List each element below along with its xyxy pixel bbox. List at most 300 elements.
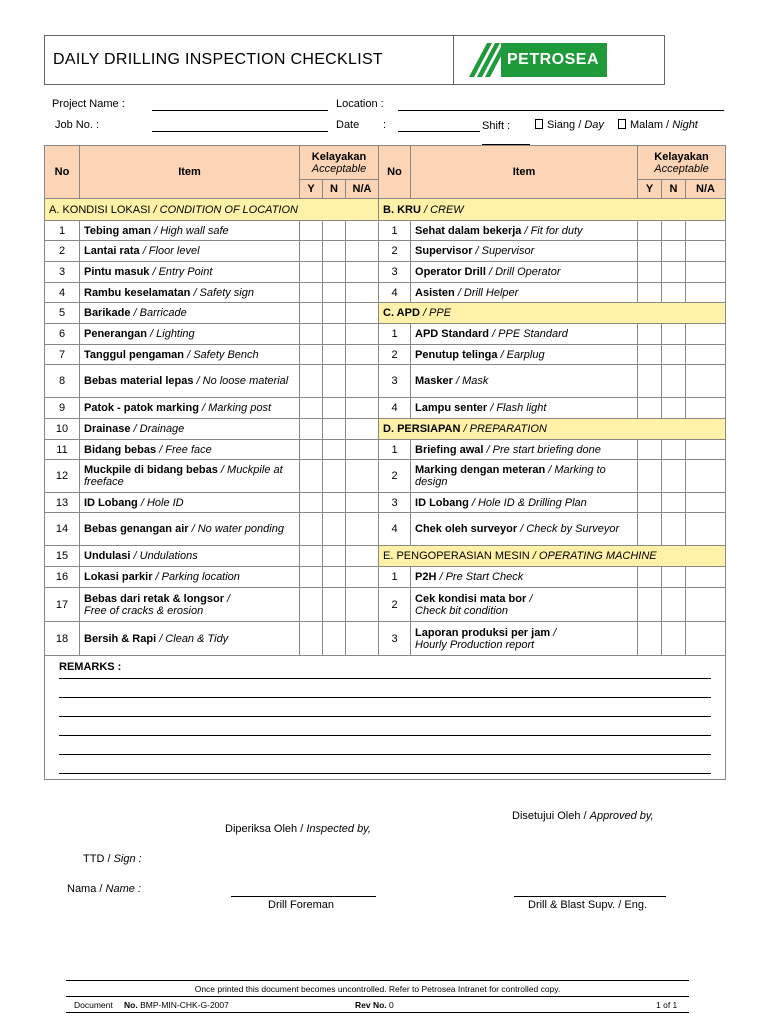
item-label-id: Patok - patok marking (84, 402, 199, 414)
check-n[interactable] (323, 398, 346, 419)
sign-label (83, 853, 142, 865)
footer-rev (355, 1000, 394, 1010)
item-label (411, 345, 638, 365)
item-label-en: / Marking to design (415, 464, 606, 488)
check-n[interactable] (323, 241, 346, 262)
table-row (45, 567, 726, 588)
item-label-en: / Barricade (130, 307, 187, 319)
item-label (411, 398, 638, 419)
shift-label: Shift : (482, 120, 511, 132)
check-y[interactable] (300, 365, 323, 398)
title-box (44, 35, 665, 85)
item-label-id: Bebas dari retak & longsor (84, 592, 224, 605)
check-y[interactable] (300, 262, 323, 283)
col-n-header-right: N (662, 180, 686, 199)
item-no: 6 (45, 324, 80, 345)
location-label: Location : (336, 98, 384, 110)
section-title-en: / PREPARATION (460, 423, 547, 435)
approved-by-label (512, 810, 654, 822)
check-y[interactable] (300, 398, 323, 419)
table-header-row (45, 146, 726, 180)
item-no: 1 (45, 221, 80, 241)
project-name-label: Project Name : (52, 98, 125, 110)
remarks-line[interactable] (59, 755, 711, 774)
check-y[interactable] (300, 345, 323, 365)
item-label (80, 324, 300, 345)
item-label-en: / Undulations (130, 550, 198, 562)
check-y[interactable] (300, 460, 323, 493)
check-y[interactable] (638, 221, 662, 241)
section-title: C. APD (383, 307, 420, 319)
item-no: 13 (45, 493, 80, 513)
check-n[interactable] (323, 283, 346, 303)
item-no: 1 (379, 567, 411, 588)
check-na[interactable] (346, 241, 379, 262)
check-n[interactable] (323, 588, 346, 622)
check-na[interactable] (686, 622, 726, 656)
sign-label-id: TTD / (83, 853, 114, 865)
shift-night-label: Malam / (630, 119, 673, 131)
item-label-id: Supervisor (415, 245, 473, 257)
check-y[interactable] (300, 588, 323, 622)
check-y[interactable] (300, 303, 323, 324)
kelayakan-label-right: Kelayakan (654, 150, 709, 163)
item-label-en: / Lighting (146, 328, 195, 340)
table-row (45, 283, 726, 303)
item-label (411, 440, 638, 460)
check-n[interactable] (662, 513, 686, 546)
name-label-en: Name : (105, 883, 141, 895)
item-label-en: / Safety Bench (184, 348, 259, 361)
check-na[interactable] (346, 440, 379, 460)
table-row (45, 262, 726, 283)
check-na[interactable] (346, 419, 379, 440)
remarks-line[interactable] (59, 717, 711, 736)
item-label-id: Masker (415, 375, 453, 387)
job-no-field[interactable] (152, 131, 328, 132)
item-label-id: Lampu senter (415, 402, 488, 414)
check-n[interactable] (662, 493, 686, 513)
check-n[interactable] (323, 440, 346, 460)
item-no: 4 (379, 513, 411, 546)
check-n[interactable] (662, 622, 686, 656)
check-na[interactable] (346, 398, 379, 419)
section-e-header (379, 546, 726, 567)
item-no: 1 (379, 221, 411, 241)
item-no: 1 (379, 440, 411, 460)
check-y[interactable] (638, 241, 662, 262)
check-y[interactable] (638, 365, 662, 398)
item-label (80, 398, 300, 419)
section-title: B. KRU (383, 203, 421, 216)
shift-day-checkbox[interactable] (535, 119, 543, 129)
check-na[interactable] (686, 365, 726, 398)
item-label (80, 303, 300, 324)
item-label-id: Tebing aman (84, 224, 152, 237)
check-na[interactable] (686, 440, 726, 460)
section-a-header (45, 199, 379, 221)
date-field[interactable] (398, 131, 480, 132)
check-na[interactable] (346, 546, 379, 567)
section-title: D. PERSIAPAN (383, 423, 461, 435)
inspected-by-id: Diperiksa Oleh / (225, 823, 307, 835)
table-row (45, 460, 726, 493)
remarks-line[interactable] (59, 698, 711, 717)
table-row (45, 440, 726, 460)
job-no-label: Job No. : (55, 119, 100, 131)
page-title: DAILY DRILLING INSPECTION CHECKLIST (45, 36, 454, 84)
item-label-en: / PPE Standard (488, 328, 568, 340)
check-n[interactable] (323, 221, 346, 241)
item-label-en: / Drill Operator (485, 266, 561, 278)
check-n[interactable] (323, 365, 346, 398)
role-right-en: Eng. (624, 899, 648, 911)
footer-mid-rule (66, 996, 689, 997)
check-na[interactable] (346, 262, 379, 283)
check-y[interactable] (300, 221, 323, 241)
item-label-en2: Check bit condition (415, 604, 508, 617)
check-n[interactable] (323, 513, 346, 546)
table-row (45, 345, 726, 365)
item-label (411, 622, 638, 656)
item-label-id: Lokasi parkir (84, 571, 153, 583)
check-y[interactable] (300, 546, 323, 567)
col-kelayakan-header (300, 146, 379, 180)
item-label-en: / Marking post (198, 402, 272, 414)
col-no-header: No (45, 146, 80, 199)
check-n[interactable] (323, 460, 346, 493)
item-label-id: Barikade (84, 307, 131, 319)
item-label-en: / Hole ID (137, 496, 184, 509)
item-label (80, 440, 300, 460)
item-label (411, 588, 638, 622)
section-b-header (379, 199, 726, 221)
item-label-id: Lantai rata (84, 245, 140, 257)
item-no: 2 (379, 345, 411, 365)
check-na[interactable] (686, 345, 726, 365)
table-row (45, 365, 726, 398)
check-y[interactable] (638, 283, 662, 303)
item-label (411, 493, 638, 513)
section-c-header (379, 303, 726, 324)
item-no: 7 (45, 345, 80, 365)
item-label (411, 460, 638, 493)
item-no: 4 (45, 283, 80, 303)
item-no: 5 (45, 303, 80, 324)
check-y[interactable] (638, 513, 662, 546)
check-n[interactable] (662, 262, 686, 283)
footer-top-rule (66, 980, 689, 981)
check-y[interactable] (638, 622, 662, 656)
item-label (80, 588, 300, 622)
table-row (45, 398, 726, 419)
kelayakan-label: Kelayakan (311, 150, 367, 163)
item-no: 2 (45, 241, 80, 262)
item-no: 1 (379, 324, 411, 345)
check-n[interactable] (323, 493, 346, 513)
table-row (45, 324, 726, 345)
item-label-id: Operator Drill (415, 266, 486, 278)
check-y[interactable] (638, 460, 662, 493)
check-n[interactable] (662, 221, 686, 241)
item-label-en: / (550, 626, 557, 639)
check-na[interactable] (346, 588, 379, 622)
item-no: 4 (379, 283, 411, 303)
shift-day-option[interactable] (535, 119, 604, 131)
role-drill-foreman: Drill Foreman (268, 899, 335, 911)
check-n[interactable] (662, 365, 686, 398)
item-label-id: Bebas material lepas (84, 375, 194, 387)
item-label-en: / Hole ID & Drilling Plan (468, 496, 587, 509)
check-na[interactable] (686, 460, 726, 493)
item-label-id: P2H (415, 571, 437, 583)
logo-stripes-icon (478, 43, 499, 77)
item-label-en: / Entry Point (149, 266, 213, 278)
acceptable-label: Acceptable (311, 162, 367, 175)
item-label-id: Tanggul pengaman (84, 348, 185, 361)
item-label-en: / High wall safe (151, 224, 229, 237)
check-n[interactable] (323, 345, 346, 365)
check-n[interactable] (662, 460, 686, 493)
check-na[interactable] (686, 221, 726, 241)
shift-night-checkbox[interactable] (618, 119, 626, 129)
item-label-id: Bidang bebas (84, 443, 157, 456)
check-y[interactable] (638, 324, 662, 345)
check-na[interactable] (686, 588, 726, 622)
item-label-id: Briefing awal (415, 443, 484, 456)
check-n[interactable] (323, 419, 346, 440)
check-na[interactable] (686, 241, 726, 262)
check-na[interactable] (346, 303, 379, 324)
item-label-en: / Floor level (139, 245, 200, 257)
location-field[interactable] (398, 110, 724, 111)
check-n[interactable] (662, 241, 686, 262)
item-no: 2 (379, 460, 411, 493)
check-y[interactable] (300, 324, 323, 345)
check-n[interactable] (662, 588, 686, 622)
check-na[interactable] (346, 460, 379, 493)
check-na[interactable] (346, 221, 379, 241)
check-n[interactable] (323, 567, 346, 588)
item-label-id: Penerangan (84, 328, 147, 340)
item-label-en: / Earplug (497, 348, 545, 361)
check-n[interactable] (323, 262, 346, 283)
item-label-en: / Mask (452, 375, 489, 387)
check-y[interactable] (300, 513, 323, 546)
check-y[interactable] (300, 567, 323, 588)
check-y[interactable] (300, 283, 323, 303)
check-na[interactable] (686, 567, 726, 588)
check-na[interactable] (686, 262, 726, 283)
check-n[interactable] (323, 303, 346, 324)
item-no: 2 (379, 588, 411, 622)
shift-night-label-en: Night (672, 119, 698, 131)
check-y[interactable] (300, 419, 323, 440)
col-item-header: Item (80, 146, 300, 199)
table-row (45, 588, 726, 622)
item-no: 14 (45, 513, 80, 546)
item-label (411, 241, 638, 262)
item-label-en: / No water ponding (188, 523, 284, 535)
check-n[interactable] (662, 440, 686, 460)
footer-rev-value: 0 (389, 1000, 394, 1010)
table-row (45, 199, 726, 221)
item-label (80, 345, 300, 365)
item-label (80, 241, 300, 262)
table-row (45, 303, 726, 324)
date-colon: : (383, 119, 387, 131)
item-no: 3 (379, 262, 411, 283)
check-n[interactable] (662, 345, 686, 365)
inspector-signature-line[interactable] (231, 896, 376, 897)
item-label-id: ID Lobang (84, 496, 138, 509)
item-label-en: / Check by Surveyor (517, 523, 620, 535)
col-na-header-right: N/A (686, 180, 726, 199)
item-no: 18 (45, 622, 80, 656)
check-na[interactable] (346, 567, 379, 588)
table-row (45, 221, 726, 241)
shift-day-label: Siang / (547, 119, 585, 131)
item-label-id: Penutup telinga (415, 348, 498, 361)
item-label-id: Sehat dalam bekerja (415, 224, 522, 237)
remarks-line[interactable] (59, 679, 711, 698)
item-label (411, 262, 638, 283)
petrosea-logo (454, 36, 664, 84)
item-label (411, 365, 638, 398)
footer-bottom-rule (66, 1012, 689, 1013)
item-label-en: / Supervisor (472, 245, 535, 257)
check-y[interactable] (638, 262, 662, 283)
item-label-id: Undulasi (84, 550, 131, 562)
section-title: A. KONDISI LOKASI (49, 203, 151, 216)
item-label (80, 365, 300, 398)
item-label (80, 283, 300, 303)
item-label-en: / (526, 592, 533, 605)
check-y[interactable] (300, 440, 323, 460)
item-no: 8 (45, 365, 80, 398)
item-label-en: / Pre Start Check (436, 571, 524, 583)
check-na[interactable] (346, 365, 379, 398)
check-na[interactable] (686, 398, 726, 419)
check-na[interactable] (686, 283, 726, 303)
footer-rev-label: Rev No. (355, 1000, 387, 1010)
item-label (411, 283, 638, 303)
check-n[interactable] (323, 622, 346, 656)
section-title: E. PENGOPERASIAN MESIN (383, 550, 530, 562)
check-n[interactable] (662, 567, 686, 588)
item-label-en2: Free of cracks & erosion (84, 604, 204, 617)
check-n[interactable] (323, 324, 346, 345)
item-label (411, 567, 638, 588)
date-label: Date (336, 119, 360, 131)
item-label-en: / Drainage (130, 423, 185, 435)
approved-by-en: Approved by, (589, 810, 654, 822)
check-n[interactable] (662, 398, 686, 419)
col-n-header: N (323, 180, 346, 199)
footer-page: 1 of 1 (656, 1000, 678, 1010)
approver-signature-line[interactable] (514, 896, 666, 897)
item-label-id: Drainase (84, 423, 131, 435)
check-na[interactable] (686, 513, 726, 546)
item-label-en: / Pre start briefing done (483, 443, 601, 456)
item-label (80, 493, 300, 513)
inspected-by-en: Inspected by, (306, 823, 371, 835)
check-n[interactable] (323, 546, 346, 567)
section-d-header (379, 419, 726, 440)
project-name-field[interactable] (152, 110, 328, 111)
check-y[interactable] (300, 241, 323, 262)
check-na[interactable] (686, 493, 726, 513)
check-y[interactable] (638, 588, 662, 622)
check-n[interactable] (662, 283, 686, 303)
remarks-label: REMARKS : (59, 661, 122, 673)
item-label-id: Muckpile di bidang bebas (84, 464, 218, 476)
item-label (80, 622, 300, 656)
item-label (80, 221, 300, 241)
check-y[interactable] (638, 567, 662, 588)
item-label (80, 513, 300, 546)
item-no: 16 (45, 567, 80, 588)
role-drill-blast-supv (528, 899, 647, 911)
check-na[interactable] (346, 324, 379, 345)
table-row (45, 241, 726, 262)
check-y[interactable] (638, 440, 662, 460)
remarks-lines[interactable] (59, 673, 711, 774)
remarks-cell[interactable] (45, 656, 726, 780)
check-y[interactable] (300, 622, 323, 656)
item-label-id: Bebas genangan air (84, 523, 189, 535)
section-title-en: / PPE (419, 307, 452, 319)
check-na[interactable] (346, 345, 379, 365)
item-no: 17 (45, 588, 80, 622)
check-y[interactable] (300, 493, 323, 513)
shift-night-option[interactable] (618, 119, 698, 131)
shift-day-label-en: Day (584, 119, 604, 131)
item-label-en: / Clean & Tidy (156, 632, 229, 645)
check-n[interactable] (662, 324, 686, 345)
footer-document-label: Document (74, 1000, 113, 1010)
item-no: 3 (45, 262, 80, 283)
item-no: 2 (379, 241, 411, 262)
col-y-header-right: Y (638, 180, 662, 199)
check-na[interactable] (346, 493, 379, 513)
item-label-en: / Safety sign (190, 286, 254, 299)
approved-by-id: Disetujui Oleh / (512, 810, 590, 822)
item-label-id: Rambu keselamatan (84, 286, 191, 299)
check-na[interactable] (346, 283, 379, 303)
item-label-id: Pintu masuk (84, 266, 150, 278)
item-label-en: / Free face (156, 443, 212, 456)
section-title-en: / OPERATING MACHINE (529, 550, 657, 562)
item-no: 3 (379, 622, 411, 656)
item-label (411, 324, 638, 345)
table-row (45, 419, 726, 440)
check-y[interactable] (638, 398, 662, 419)
footer-doc-no-label: No. (124, 1000, 138, 1010)
item-label-en: / No loose material (193, 375, 289, 387)
col-item-header-right: Item (411, 146, 638, 199)
check-y[interactable] (638, 345, 662, 365)
check-na[interactable] (686, 324, 726, 345)
check-na[interactable] (346, 622, 379, 656)
item-label-en: / Drill Helper (454, 286, 519, 299)
check-y[interactable] (638, 493, 662, 513)
remarks-line[interactable] (59, 736, 711, 755)
check-na[interactable] (346, 513, 379, 546)
item-label (411, 513, 638, 546)
col-y-header: Y (300, 180, 323, 199)
item-label-id: Cek kondisi mata bor (415, 592, 527, 605)
